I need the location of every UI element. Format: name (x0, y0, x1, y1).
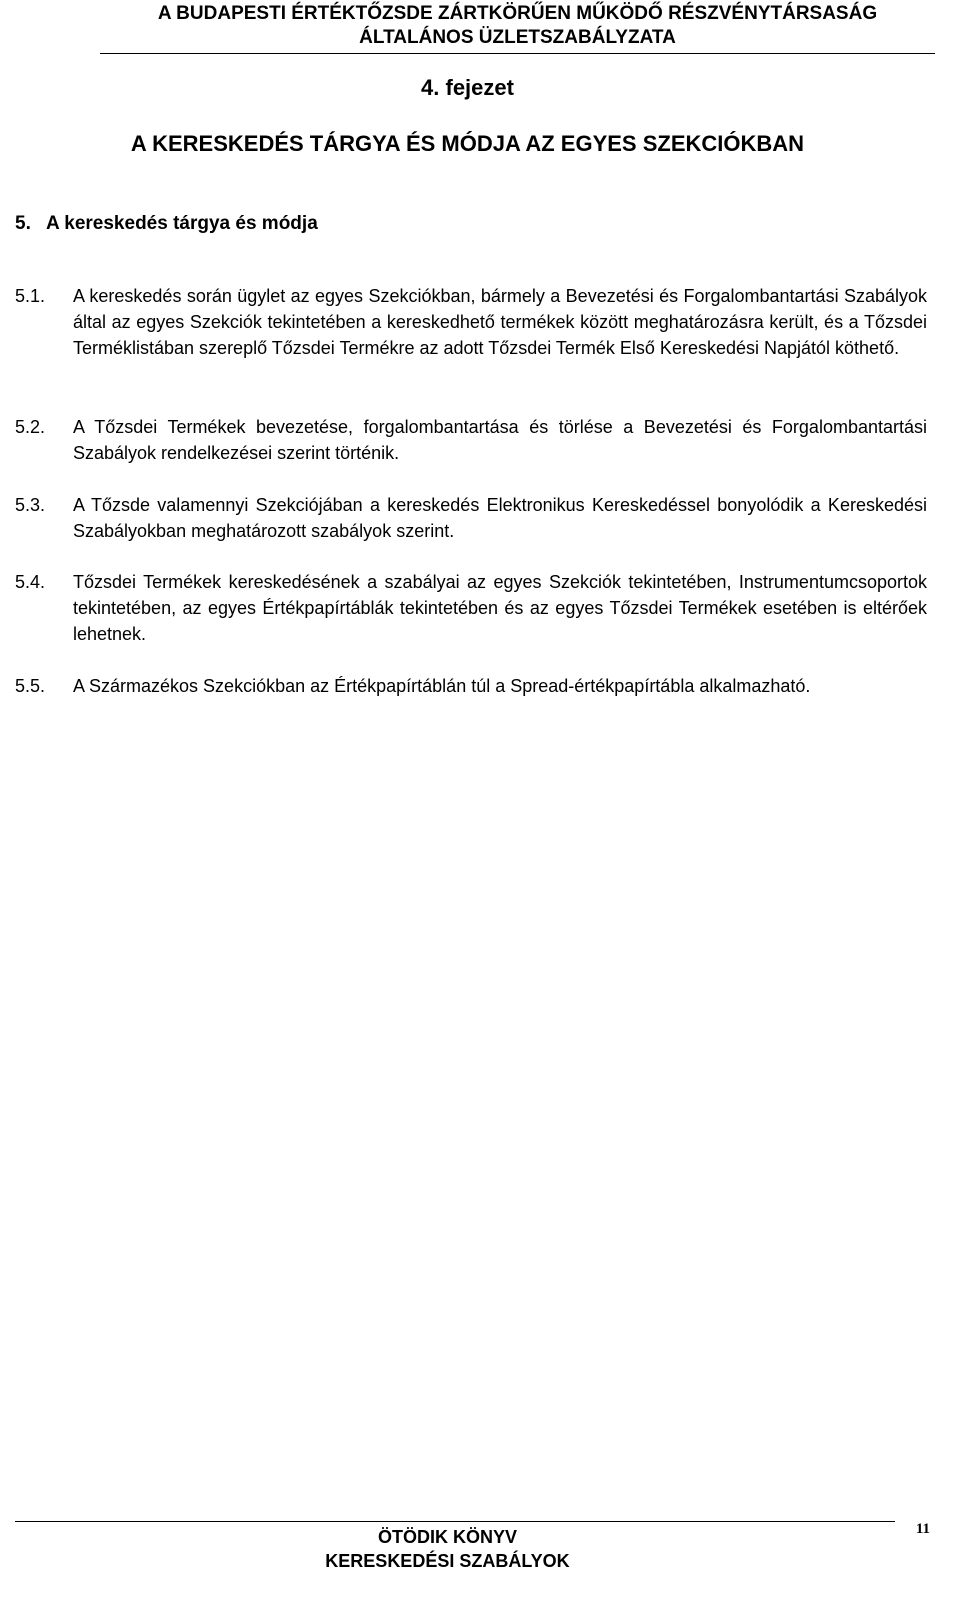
document-header (100, 2, 935, 50)
paragraph-5-4 (15, 569, 927, 647)
footer-book-title: ÖTÖDIK KÖNYV (377, 1527, 517, 1547)
chapter-title: A KERESKEDÉS TÁRGYA ÉS MÓDJA AZ EGYES SZEKCIÓKBAN (130, 131, 805, 156)
page-number: 11 (915, 1521, 930, 1537)
header-line-1: A BUDAPESTI ÉRTÉKTŐZSDE ZÁRTKÖRŰEN MŰKÖDŐ RÉSZVÉNYTÁRSASÁG (157, 3, 878, 24)
paragraph-5-2 (15, 414, 927, 466)
paragraph-text: Tőzsdei Termékek kereskedésének a szabályai az egyes Szekciók tekintetében, Instrumentumcsoportok tekintetében, az egyes Értékpapírtáblák tekintetében és az egyes Tőzsdei Termékek esetében is eltérőek lehetnek. (73, 572, 927, 644)
paragraph-text: A Tőzsdei Termékek bevezetése, forgalombantartása és törlése a Bevezetési és Forgalombantartási Szabályok rendelkezései szerint történik. (73, 417, 927, 463)
paragraph-number: 5.5. (15, 676, 46, 696)
paragraph-number: 5.2. (15, 417, 46, 437)
chapter-number: 4. fejezet (421, 75, 514, 100)
footer-divider (15, 1521, 895, 1522)
paragraph-number: 5.1. (15, 286, 46, 306)
paragraph-5-1 (15, 283, 927, 361)
header-divider (100, 53, 935, 54)
paragraph-number: 5.4. (15, 572, 46, 592)
header-line-2: ÁLTALÁNOS ÜZLETSZABÁLYZATA (359, 27, 676, 48)
paragraph-number: 5.3. (15, 495, 46, 515)
paragraph-text: A Tőzsde valamennyi Szekciójában a kereskedés Elektronikus Kereskedéssel bonyolódik a Kereskedési Szabályokban meghatározott szabályok szerint. (73, 495, 927, 541)
footer-rules-title: KERESKEDÉSI SZABÁLYOK (325, 1551, 570, 1571)
paragraph-5-5 (15, 673, 927, 699)
paragraph-5-3 (15, 492, 927, 544)
paragraph-text: A kereskedés során ügylet az egyes Szekciókban, bármely a Bevezetési és Forgalombantartási Szabályok által az egyes Szekciók tekintetében a kereskedhető termékek között meghatározásra került, és a Tőzsdei Terméklistában szereplő Tőzsdei Termékre az adott Tőzsdei Termék Első Kereskedési Napjától köthető. (73, 286, 927, 358)
paragraph-text: A Származékos Szekciókban az Értékpapírtáblán túl a Spread-értékpapírtábla alkalmazható. (73, 676, 811, 696)
section-title: 5. A kereskedés tárgya és módja (15, 213, 318, 234)
